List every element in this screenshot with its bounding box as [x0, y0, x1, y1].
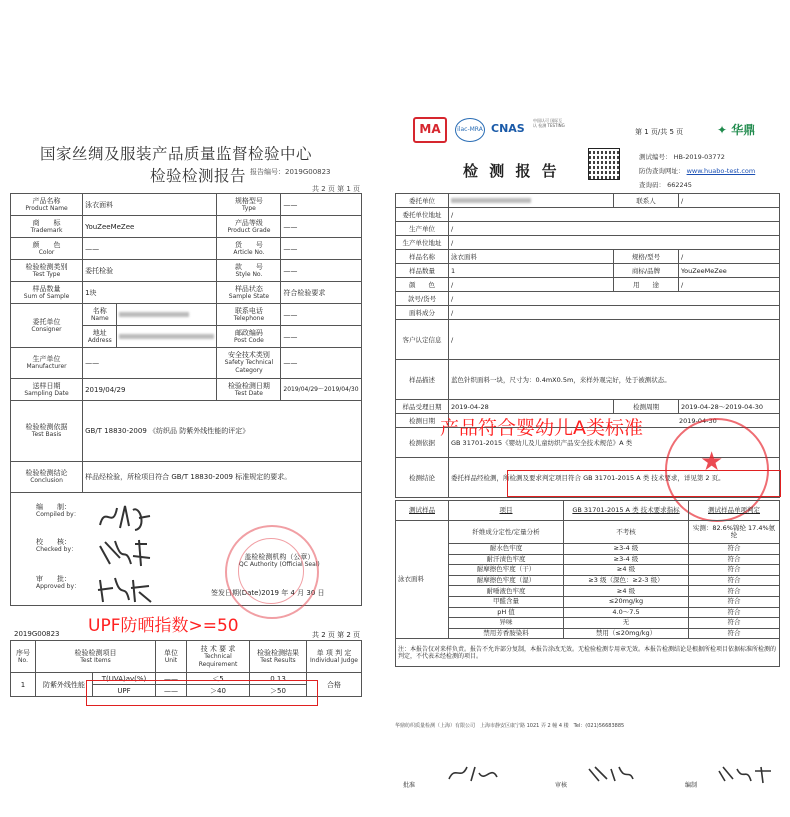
right-page-number: 第 1 页/共 5 页: [635, 128, 684, 136]
label-en: Checked by：: [36, 546, 78, 553]
label: 样品数量: [32, 284, 61, 293]
label-en: Type: [242, 204, 256, 212]
result-std: ≥3 级（深色：≥2-3 级）: [564, 575, 689, 586]
label: 规格/型号: [614, 250, 679, 264]
style-value: ——: [281, 260, 362, 282]
value: /: [449, 222, 780, 236]
result-row: [396, 575, 780, 586]
compiled-label: [36, 503, 80, 519]
left-report-number: 报告编号：2019G00823: [250, 168, 331, 176]
result-item: 纤维成分定性/定量分析: [449, 521, 564, 544]
result-std: ≥4 级: [564, 565, 689, 576]
label: 邮政编码: [234, 328, 263, 337]
label: 委托单位: [396, 194, 449, 208]
label: 样品受理日期: [396, 400, 449, 414]
value: /: [449, 278, 614, 292]
spec-value: ——: [281, 194, 362, 216]
result-item: pH 值: [449, 607, 564, 618]
label: 检验检测结果: [257, 648, 299, 657]
value: 委托样品经检测，所检测及要求判定项目符合 GB 31701-2015 A 类 技术要求，详见第 2 页。: [449, 458, 780, 498]
test-type-value: 委托检验: [83, 260, 217, 282]
sign-compile-label: 编制: [685, 782, 698, 789]
label-en: Test Items: [80, 656, 111, 664]
label-en: Color: [38, 248, 55, 256]
label: 客户认定信息: [396, 320, 449, 360]
result-std: ≤20mg/kg: [564, 596, 689, 607]
label-en: Product Name: [25, 204, 68, 212]
label-en: Compiled by：: [36, 511, 80, 518]
result-item: 异味: [449, 618, 564, 629]
upf-caption: UPF防晒指数>=50: [88, 616, 239, 636]
label: 样品状态: [234, 284, 263, 293]
label-en: Trademark: [30, 226, 63, 234]
signature-right-review: [585, 763, 635, 785]
consigner-address-redacted: [117, 326, 217, 348]
test-date-value: 2019/04/29～2019/04/30: [281, 379, 362, 401]
result-row: [396, 521, 780, 544]
value: /: [679, 278, 780, 292]
label: 产品等级: [234, 218, 263, 227]
result-std: 4.0～7.5: [564, 607, 689, 618]
right-title: 检 测 报 告: [463, 162, 560, 180]
result-row: [396, 586, 780, 597]
result-res2: ＞50: [250, 685, 307, 697]
label-en: Test Type: [32, 270, 61, 278]
result-result: 符合: [689, 565, 780, 576]
value: 662245: [667, 181, 692, 189]
meta-site: [639, 166, 755, 175]
result-std: ≥3-4 级: [564, 554, 689, 565]
value: /: [449, 236, 780, 250]
label: 检验检测依据: [25, 423, 68, 431]
label-en: Sample State: [228, 292, 270, 300]
right-report: [395, 0, 790, 817]
result-no: 1: [11, 673, 36, 697]
label: 联系人: [614, 194, 679, 208]
report-notes: 注：本报告仅对来样负责。报告不允许部分复制，本报告涂改无效。无检验检测专用章无效。本报告检测结论是根据所检项目依据标准所检测的判定，不代表未经检测的项目。: [396, 639, 780, 667]
label-en: Conclusion: [30, 477, 63, 484]
result-row: [396, 628, 780, 639]
label: 盖检检测机构（公章）: [244, 553, 315, 561]
value: 2019-04-28: [449, 400, 614, 414]
label: 货 号: [234, 240, 263, 249]
label: 地址: [92, 328, 107, 337]
left-page-number-2: 共 2 页 第 2 页: [312, 631, 361, 639]
value: 蓝色针织面料一块，尺寸为：0.4mX0.5m，来样外观完好，处于被测状态。: [449, 360, 780, 400]
label: 检测日期: [396, 414, 449, 428]
label: 面料成分: [396, 306, 449, 320]
result-result: 符合: [689, 554, 780, 565]
left-page-number: 共 2 页 第 1 页: [312, 185, 361, 193]
result-row: [396, 618, 780, 629]
label-en: Individual Judge: [309, 656, 358, 664]
result-result: 符合: [689, 575, 780, 586]
label-en: Approved by：: [36, 583, 81, 590]
value: 2019-04-28～2019-04-30: [679, 400, 780, 414]
ilac-logo: ilac-MRA: [455, 118, 485, 142]
result-item: 耐摩擦色牢度（湿）: [449, 575, 564, 586]
label-en: Test Results: [260, 656, 296, 664]
result-sub2: UPF: [93, 685, 156, 697]
upf-highlight-box: [86, 680, 318, 706]
value: /: [449, 292, 780, 306]
value: /: [449, 320, 780, 360]
label: 检验检测类别: [25, 262, 68, 271]
value: 泳衣面料: [449, 250, 614, 264]
label: 商标/品牌: [614, 264, 679, 278]
result-row: [396, 565, 780, 576]
label: 防伪查询网址：: [639, 167, 685, 175]
issue-date: 签发日期(Date)2019 年 4 月 30 日: [211, 589, 325, 597]
basis-value: GB/T 18830-2009 《纺织品 防紫外线性能的评定》: [83, 401, 362, 462]
value: HB-2019-03772: [673, 153, 725, 161]
left-title-line2: 检验检测报告: [150, 167, 247, 185]
label: 单位: [164, 648, 178, 657]
label-en: Post Code: [234, 336, 264, 344]
result-row: [396, 544, 780, 555]
safety-value: ——: [281, 348, 362, 379]
post-value: ——: [281, 326, 362, 348]
label-en: Safety Technical Category: [224, 359, 274, 374]
conclusion-value: 样品经检验，所检项目符合 GB/T 18830-2009 标准规定的要求。: [83, 462, 362, 493]
result-result: 符合: [689, 628, 780, 639]
right-results-table: [395, 500, 780, 667]
label-en: Test Date: [234, 389, 263, 397]
label: 测试编号：: [639, 153, 672, 161]
header-sample: 测试样品: [396, 501, 449, 521]
label-en: Unit: [164, 656, 178, 664]
consigner-name-redacted: [117, 304, 217, 326]
label: 检测周期: [614, 400, 679, 414]
label: 检测依据: [396, 428, 449, 458]
label-en: Style No.: [235, 270, 263, 278]
label: 款 号: [234, 262, 263, 271]
header-result: 测试样品单项判定: [689, 501, 780, 521]
sign-review-label: 审核: [555, 782, 568, 789]
huading-brand: ✦ 华鼎: [717, 123, 756, 137]
result-result: 实测：82.6%锦纶 17.4%氨纶: [689, 521, 780, 544]
value: YouZeeMeZee: [679, 264, 780, 278]
label: 生产单位: [396, 222, 449, 236]
result-item: 防紫外线性能: [36, 673, 93, 697]
value: /: [679, 194, 780, 208]
label-en: Test Basis: [31, 431, 62, 438]
result-std: 禁用（≤20mg/kg）: [564, 628, 689, 639]
value: 1: [449, 264, 614, 278]
qr-code-icon: [588, 148, 620, 180]
label: 规格型号: [234, 196, 263, 205]
value: GB 31701-2015《婴幼儿及儿童纺织产品安全技术规范》A 类: [449, 428, 780, 458]
article-value: ——: [281, 238, 362, 260]
result-result: 符合: [689, 544, 780, 555]
header-std: GB 31701-2015 A 类 技术要求指标: [564, 501, 689, 521]
label-en: Sum of Sample: [23, 292, 70, 300]
label-en: Product Grade: [227, 226, 271, 234]
tel-value: ——: [281, 304, 362, 326]
label: 用 途: [614, 278, 679, 292]
label: 委托单位地址: [396, 208, 449, 222]
label: 委托单位: [32, 317, 61, 326]
label: 检验检测日期: [227, 381, 270, 390]
label-en: Article No.: [233, 248, 265, 256]
label: 检测结论: [396, 458, 449, 498]
result-row: [396, 607, 780, 618]
signature-checked: [95, 536, 155, 571]
label: 产品名称: [32, 196, 61, 205]
maker-value: ——: [83, 348, 217, 379]
meta-test-no: [639, 152, 725, 161]
result-req2: ＞40: [187, 685, 250, 697]
label: 颜 色: [32, 240, 61, 249]
label: 单 项 判 定: [316, 648, 352, 657]
result-unit2: ——: [156, 685, 187, 697]
label-en: Technical Requirement: [198, 652, 238, 668]
label-en: No.: [18, 656, 28, 664]
result-sub1: T(UVA)av(%): [93, 673, 156, 685]
result-rows: [396, 521, 780, 639]
result-std: ≥4 级: [564, 586, 689, 597]
label: 编 制：: [36, 503, 71, 511]
label: 颜 色: [396, 278, 449, 292]
approved-label: [36, 575, 80, 591]
seal-star-icon: ★: [700, 447, 724, 477]
result-unit1: ——: [156, 673, 187, 685]
label: 查询码：: [639, 181, 665, 189]
result-std: ≥3-4 级: [564, 544, 689, 555]
label: 样品名称: [396, 250, 449, 264]
result-row: [396, 596, 780, 607]
label: 安全技术类别: [227, 351, 270, 359]
result-judge: 合格: [307, 673, 362, 697]
result-std: 无: [564, 618, 689, 629]
result-item: 耐摩擦色牢度（干）: [449, 565, 564, 576]
result-sample: 泳衣面料: [396, 521, 449, 639]
label: 技 术 要 求: [200, 644, 236, 653]
product-name-value: 泳衣面料: [83, 194, 217, 216]
label-en: Telephone: [233, 314, 265, 322]
value: /: [679, 250, 780, 264]
result-item: 耐汗渍色牢度: [449, 554, 564, 565]
label-en: Consigner: [31, 325, 62, 333]
label: 序号: [16, 648, 30, 657]
value: /: [449, 208, 780, 222]
value: 2019-04-30: [449, 414, 780, 428]
checked-label: [36, 538, 77, 554]
label-en: Sampling Date: [24, 389, 69, 397]
cma-logo: MA: [413, 117, 447, 143]
signature-approved: [95, 572, 155, 607]
result-result: 符合: [689, 586, 780, 597]
color-value: ——: [83, 238, 217, 260]
right-footer: 华鼎纺织质量检测（上海）有限公司 上海市静安区康宁路 1021 弄 2 幢 4 楼 Tel：(021)56683885: [395, 723, 625, 729]
infant-standard-caption: 产品符合婴幼儿A类标准: [440, 417, 643, 439]
cnas-logo: CNAS: [491, 122, 525, 135]
sign-approve-label: 批准: [403, 782, 416, 789]
brand-text: 华鼎: [731, 123, 756, 137]
official-seal-inner: [238, 538, 304, 604]
meta-code: [639, 180, 692, 189]
label-en: Address: [87, 336, 112, 344]
signature-compiled: [95, 500, 155, 535]
result-item: 耐水色牢度: [449, 544, 564, 555]
label: 名称: [92, 306, 107, 315]
sample-qty-value: 1块: [83, 282, 217, 304]
result-req1: ＜5: [187, 673, 250, 685]
value: www.huabo-test.com: [686, 167, 756, 175]
result-std: 不考核: [564, 521, 689, 544]
cnas-logo-sub: 中国认可 国际互认 检测 TESTING: [533, 118, 565, 128]
signature-right-approve: [445, 763, 500, 785]
send-date-value: 2019/04/29: [83, 379, 217, 401]
label: 联系电话: [234, 306, 263, 315]
label: 样品描述: [396, 360, 449, 400]
result-item: 甲醛含量: [449, 596, 564, 607]
left-title-line1: 国家丝绸及服装产品质量监督检验中心: [40, 145, 313, 163]
result-item: 耐唾液色牢度: [449, 586, 564, 597]
client-redacted: [449, 194, 614, 208]
label: 审 批：: [36, 575, 71, 583]
result-res1: 0.13: [250, 673, 307, 685]
result-row: [396, 554, 780, 565]
label-en: Name: [90, 314, 109, 322]
label: 生产单位地址: [396, 236, 449, 250]
label: 送样日期: [32, 381, 61, 390]
label: 生产单位: [32, 355, 61, 363]
header-item: 项目: [449, 501, 564, 521]
label-en: QC Authority (Official Seal): [239, 561, 320, 568]
value: /: [449, 306, 780, 320]
result-result: 符合: [689, 607, 780, 618]
label: 款号/货号: [396, 292, 449, 306]
result-result: 符合: [689, 618, 780, 629]
label: 商 标: [32, 218, 61, 227]
trademark-value: YouZeeMeZee: [83, 216, 217, 238]
result-result: 符合: [689, 596, 780, 607]
result-item: 禁用芳香胺染料: [449, 628, 564, 639]
grade-value: ——: [281, 216, 362, 238]
label: 检验检测项目: [74, 648, 117, 657]
left-report-number-2: 2019G00823: [14, 630, 60, 638]
label: 样品数量: [396, 264, 449, 278]
label-en: Manufacturer: [26, 363, 67, 370]
sample-state-value: 符合检验要求: [281, 282, 362, 304]
signature-right-compile: [715, 763, 775, 785]
label: 检验检测结论: [25, 469, 68, 477]
label: 校 核：: [36, 538, 71, 546]
